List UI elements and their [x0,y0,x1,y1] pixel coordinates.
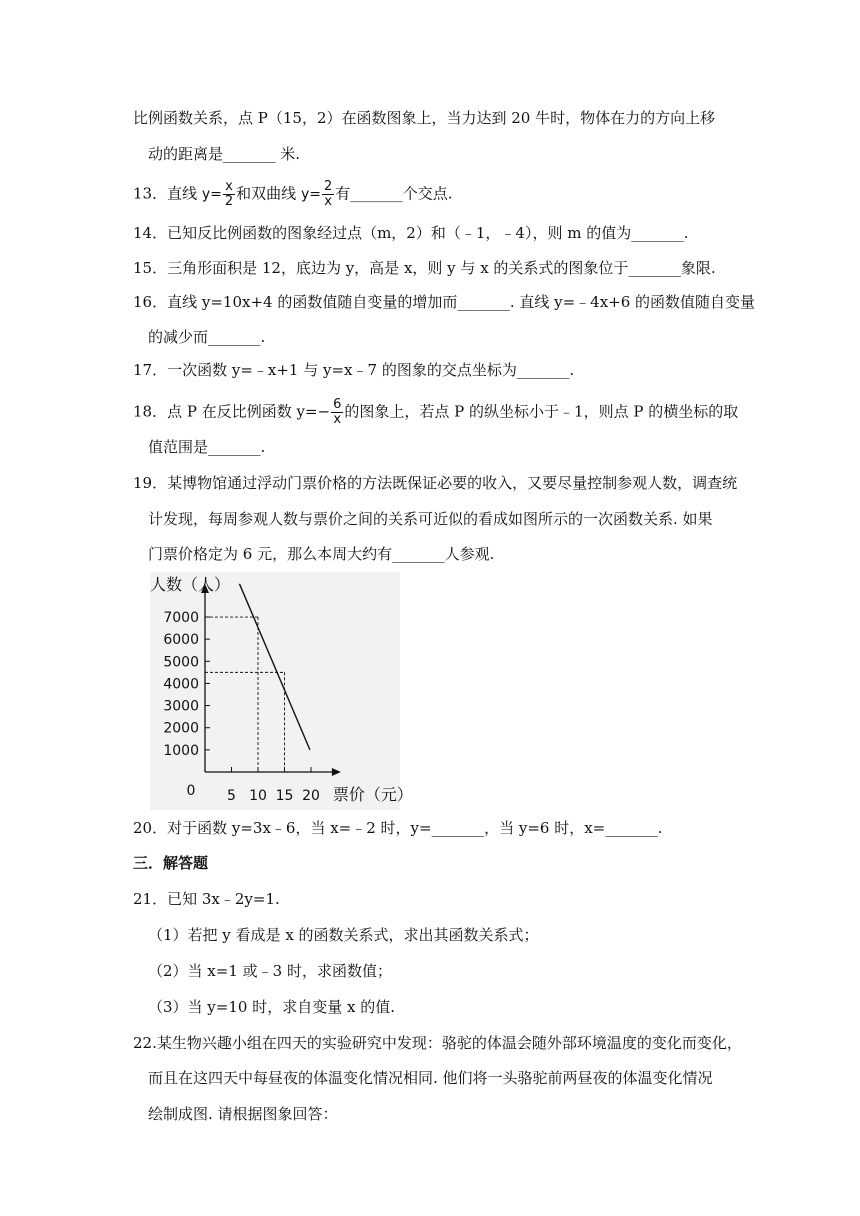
q13-fraction-1 [223,180,235,209]
y-tick-label: 3000 [163,698,199,715]
y-tick-label: 1000 [163,742,199,759]
y-tick-label: 4000 [163,676,199,693]
q13-suffix: 有_______个交点. [335,184,453,203]
question-19-line3: 门票价格定为 6 元，那么本周大约有_______人参观. [148,545,495,563]
q18-fraction [331,398,343,427]
question-16-line1: 16．直线 y=10x+4 的函数值随自变量的增加而_______. 直线 y=﹣4x+6 的函数值随自变量 [133,293,756,311]
question-19-line2: 计发现，每周参观人数与票价之间的关系可近似的看成如图所示的一次函数关系. 如果 [148,510,713,528]
question-22-line3: 绘制成图. 请根据图象回答： [148,1105,338,1123]
q13-frac2-denominator: x [324,194,332,209]
question-21-part-1: （1）若把 y 看成是 x 的函数关系式，求出其函数关系式； [148,926,539,944]
question-18 [133,398,738,427]
ticket-price-chart [150,572,413,810]
question-21: 21．已知 3x﹣2y=1. [133,890,280,908]
x-tick-label: 5 [227,788,236,804]
question-14: 14．已知反比例函数的图象经过点（m，2）和（﹣1，﹣4），则 m 的值为_______. [133,224,689,242]
x-axis-label: 票价（元） [332,785,413,804]
q18-minus: − [317,402,331,421]
question-22-line1: 22.某生物兴趣小组在四天的实验研究中发现：骆驼的体温会随外部环境温度的变化而变化， [133,1034,742,1052]
q13-frac2-numerator: 2 [323,179,333,194]
question-21-part-3: （3）当 y=10 时，求自变量 x 的值. [148,998,395,1016]
q12-continuation: 比例函数关系，点 P（15，2）在函数图象上，当力达到 20 牛时，物体在力的方向上移 [133,109,716,127]
q13-fraction-2 [322,180,334,209]
question-13 [133,180,453,209]
q13-eq-label-2: y= [300,186,321,203]
y-tick-label: 7000 [163,610,199,627]
section-heading-3: 三．解答题 [133,854,209,872]
x-tick-label: 15 [275,788,294,804]
q18-frac-denominator: x [333,412,342,427]
x-tick-label: 10 [249,788,267,804]
q13-frac1-numerator: x [225,179,233,194]
q13-prefix: 13．直线 [133,184,202,203]
question-15: 15．三角形面积是 12，底边为 y，高是 x，则 y 与 x 的关系式的图象位于_______象限. [133,259,716,277]
question-17: 17．一次函数 y=﹣x+1 与 y=x﹣7 的图象的交点坐标为_______. [133,361,575,379]
question-19-line1: 19．某博物馆通过浮动门票价格的方法既保证必要的收入，又要尽量控制参观人数，调查统 [133,474,738,492]
question-21-part-2: （2）当 x=1 或﹣3 时，求函数值； [148,962,392,980]
question-16-line2: 的减少而_______. [148,328,266,346]
y-tick-label: 2000 [163,720,199,737]
y-axis-label: 人数（人） [150,575,231,594]
q13-frac1-denominator: 2 [224,194,234,209]
question-22-line2: 而且在这四天中每昼夜的体温变化情况相同. 他们将一头骆驼前两昼夜的体温变化情况 [148,1069,713,1087]
question-20: 20．对于函数 y=3x﹣6，当 x=﹣2 时，y=_______，当 y=6 时，x=_______. [133,819,663,837]
y-tick-label: 6000 [163,632,199,649]
q18-prefix: 18．点 P 在反比例函数 y= [133,402,318,421]
q12-blank-line: 动的距离是_______ 米. [148,145,301,163]
question-18-line2: 值范围是_______. [148,438,266,456]
origin-label: 0 [186,783,196,799]
q18-frac-numerator: 6 [333,397,342,412]
y-tick-label: 5000 [163,654,199,671]
q13-eq-label-1: y= [201,186,222,203]
x-tick-label: 20 [302,788,320,804]
q18-suffix: 的图象上，若点 P 的纵坐标小于﹣1，则点 P 的横坐标的取 [344,402,739,421]
q13-middle: 和双曲线 [236,184,301,203]
